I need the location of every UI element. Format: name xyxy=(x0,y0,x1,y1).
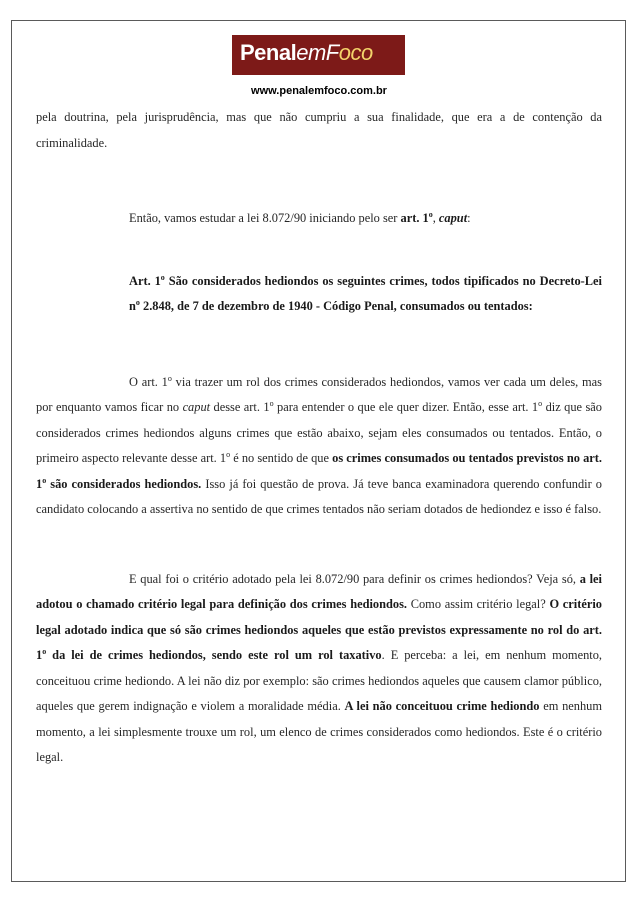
site-logo xyxy=(232,35,405,75)
document-body xyxy=(36,105,602,771)
paragraph-2: Então, vamos estudar a lei 8.072/90 iniciando pelo ser art. 1$^o$, caput: xyxy=(129,209,471,225)
site-url[interactable]: www.penalemfoco.com.br xyxy=(251,85,387,97)
law-quote: Art. 1$^o$ São considerados hediondos os seguintes crimes, todos tipificados no Decreto-Lei $n^o$ 2.848, de 7 de dezembro de 1940 - Código Penal, consumados ou tentados: xyxy=(129,272,602,313)
paragraph-1: pela doutrina, pela jurisprudência, mas que não cumpriu a sua finalidade, que era a de contenção da criminalidade. xyxy=(36,110,602,150)
paragraph-3: O art. 1$^o$ via trazer um rol dos crimes considerados hediondos, vamos ver cada um deles, mas por enquanto vamos ficar no caput desse art. 1$^o$ para entender o que ele quer dizer. Então, esse art. 1$^o$ diz que são considerados crimes hediondos alguns crimes que estão abaixo, sejam eles consumados ou tentados. Então, o primeiro aspecto relevante desse art. 1$^o$ é no sentido de que os crimes consumados ou tentados previstos no art. 1$^o$ são considerados hediondos. Isso já foi questão de prova. Já teve banca examinadora querendo confundir o candidato colocando a assertiva no sentido de que crimes tentados não seriam dotados de hediondez e isso é falso. xyxy=(36,373,602,516)
paragraph-4: E qual foi o critério adotado pela lei 8.072/90 para definir os crimes hediondos? Veja só, a lei adotou o chamado critério legal para definição dos crimes hediondos. Como assim critério legal? O critério legal adotado indica que só são crimes hediondos aqueles que estão previstos expressamente no rol do art. 1$^o$ da lei de crimes hediondos, sendo este rol um rol taxativo. E perceba: a lei, em nenhum momento, conceituou crime hediondo. A lei não diz por exemplo: são crimes hediondos aqueles que causem clamor público, aqueles que gerem indignação e violem a moralidade média. A lei não conceituou crime hediondo em nenhum momento, a lei simplesmente trouxe um rol, um elenco de crimes considerados como hediondos. Este é o critério legal. xyxy=(36,571,602,764)
logo-text: PenalemFoco xyxy=(240,40,373,65)
